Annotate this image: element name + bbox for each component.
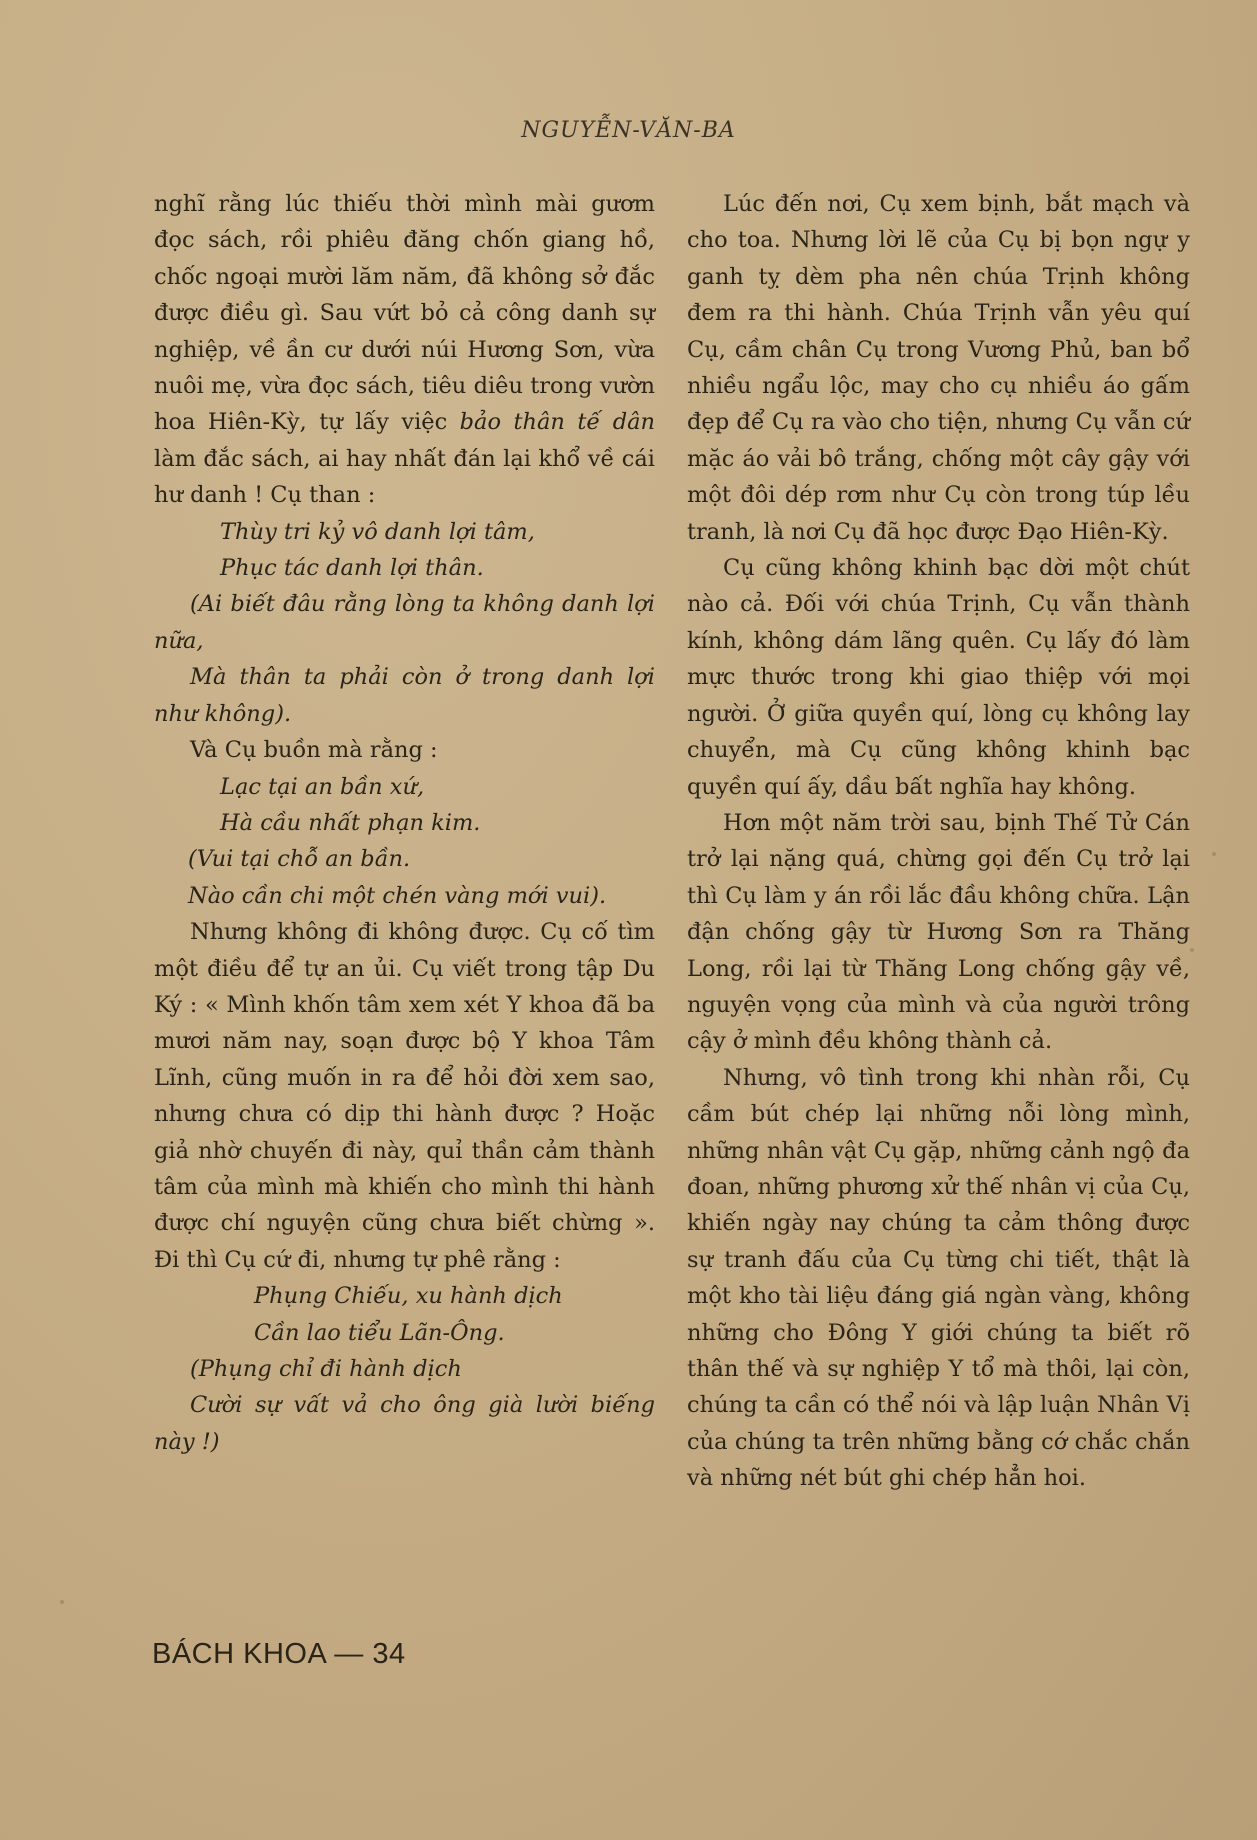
paragraph: Lúc đến nơi, Cụ xem bịnh, bắt mạch và cho toa. Nhưng lời lẽ của Cụ bị bọn ngự y ganh tỵ dèm pha nên chúa Trịnh không đem ra thi hành. Chúa Trịnh vẫn yêu quí Cụ, cầm chân Cụ trong Vương Phủ, ban bổ nhiều ngẩu lộc, may cho cụ nhiều áo gấm đẹp để Cụ ra vào cho tiện, nhưng Cụ vẫn cứ mặc áo vải bô trắng, chống một cây gậy với một đôi dép rơm như Cụ còn trong túp lều tranh, là nơi Cụ đã học được Đạo Hiên-Kỳ. [687, 191, 1190, 545]
page-header [0, 118, 1257, 143]
paragraph: Cụ cũng không khinh bạc dời một chút nào cả. Đối với chúa Trịnh, Cụ vẫn thành kính, không dám lãng quên. Cụ lấy đó làm mực thước trong khi giao thiệp với mọi người. Ở giữa quyền quí, lòng cụ không lay chuyển, mà Cụ cũng không khinh bạc quyền quí ấy, dầu bất nghĩa hay không. [687, 555, 1190, 800]
translation-line: Mà thân ta phải còn ở trong danh lợi như không). [154, 664, 655, 727]
verse-line: Thùy tri kỷ vô danh lợi tâm, [220, 518, 535, 545]
left-column [154, 186, 655, 1460]
paper-speck [60, 1600, 64, 1604]
verse-line: Cần lao tiểu Lãn-Ông. [254, 1319, 505, 1346]
translation-line: (Phụng chỉ đi hành dịch [190, 1356, 462, 1382]
emphasis: bảo thân tế dân [459, 409, 655, 436]
translation-line: (Ai biết đâu rằng lòng ta không danh lợi nữa, [154, 591, 655, 654]
paragraph: Nhưng không đi không được. Cụ cố tìm một điều để tự an ủi. Cụ viết trong tập Du Ký : « Mình khốn tâm xem xét Y khoa đã ba mươi năm nay, soạn được bộ Y khoa Tâm Lĩnh, cũng muốn in ra để hỏi đời xem sao, nhưng chưa có dịp thi hành được ? Hoặc giả nhờ chuyến đi này, quỉ thần cảm thành tâm của mình mà khiến cho mình thi hành được chí nguyện cũng chưa biết chừng ». Đi thì Cụ cứ đi, nhưng tự phê rằng : [154, 919, 655, 1273]
translation-line: Cười sự vất vả cho ông già lười biếng này !) [154, 1392, 655, 1455]
paper-speck [1190, 948, 1194, 952]
verse-line: Phụng Chiếu, xu hành dịch [254, 1283, 563, 1310]
magazine-name: BÁCH KHOA — [152, 1638, 364, 1670]
right-column [687, 186, 1190, 1497]
paper-speck [1212, 852, 1216, 856]
verse-line: Hà cầu nhất phạn kim. [220, 809, 481, 836]
paragraph: Hơn một năm trời sau, bịnh Thế Tử Cán trở lại nặng quá, chừng gọi đến Cụ trở lại thì Cụ làm y án rồi lắc đầu không chữa. Lận đận chống gậy từ Hương Sơn ra Thăng Long, rồi lại từ Thăng Long chống gậy về, nguyện vọng của mình và của người trông cậy ở mình đều không thành cả. [687, 809, 1190, 1055]
paragraph: Nhưng, vô tình trong khi nhàn rỗi, Cụ cầm bút chép lại những nỗi lòng mình, những nhân vật Cụ gặp, những cảnh ngộ đa đoan, những phương xử thế nhân vị của Cụ, khiến ngày nay chúng ta cảm thông được sự tranh đấu của Cụ từng chi tiết, thật là một kho tài liệu đáng giá ngàn vàng, không những cho Đông Y giới chúng ta biết rõ thân thế và sự nghiệp Y tổ mà thôi, lại còn, chúng ta cần có thể nói và lập luận Nhân Vị của chúng ta trên những bằng cớ chắc chắn và những nét bút ghi chép hẳn hoi. [687, 1064, 1190, 1492]
translation-line: (Vui tại chỗ an bần. [188, 846, 411, 873]
translation-line: Nào cần chi một chén vàng mới vui). [188, 882, 607, 909]
running-title: NGUYỄN-VĂN-BA [521, 118, 736, 143]
verse-line: Phục tác danh lợi thân. [220, 555, 484, 582]
paragraph: nghĩ rằng lúc thiếu thời mình mài gươm đọc sách, rồi phiêu đăng chốn giang hồ, chốc ngoại mười lăm năm, đã không sở đắc được điều gì. Sau vứt bỏ cả công danh sự nghiệp, về ần cư dưới núi Hương Sơn, vừa nuôi mẹ, vừa đọc sách, tiêu diêu trong vườn hoa Hiên-Kỳ, tự lấy việc bảo thân tế dân làm đắc sách, ai hay nhất đán lại khổ về cái hư danh ! Cụ than : [154, 191, 655, 509]
page-footer [152, 1638, 406, 1671]
paragraph: Và Cụ buồn mà rằng : [190, 737, 438, 764]
verse-line: Lạc tại an bần xứ, [220, 773, 425, 800]
page-number: 34 [372, 1638, 406, 1670]
